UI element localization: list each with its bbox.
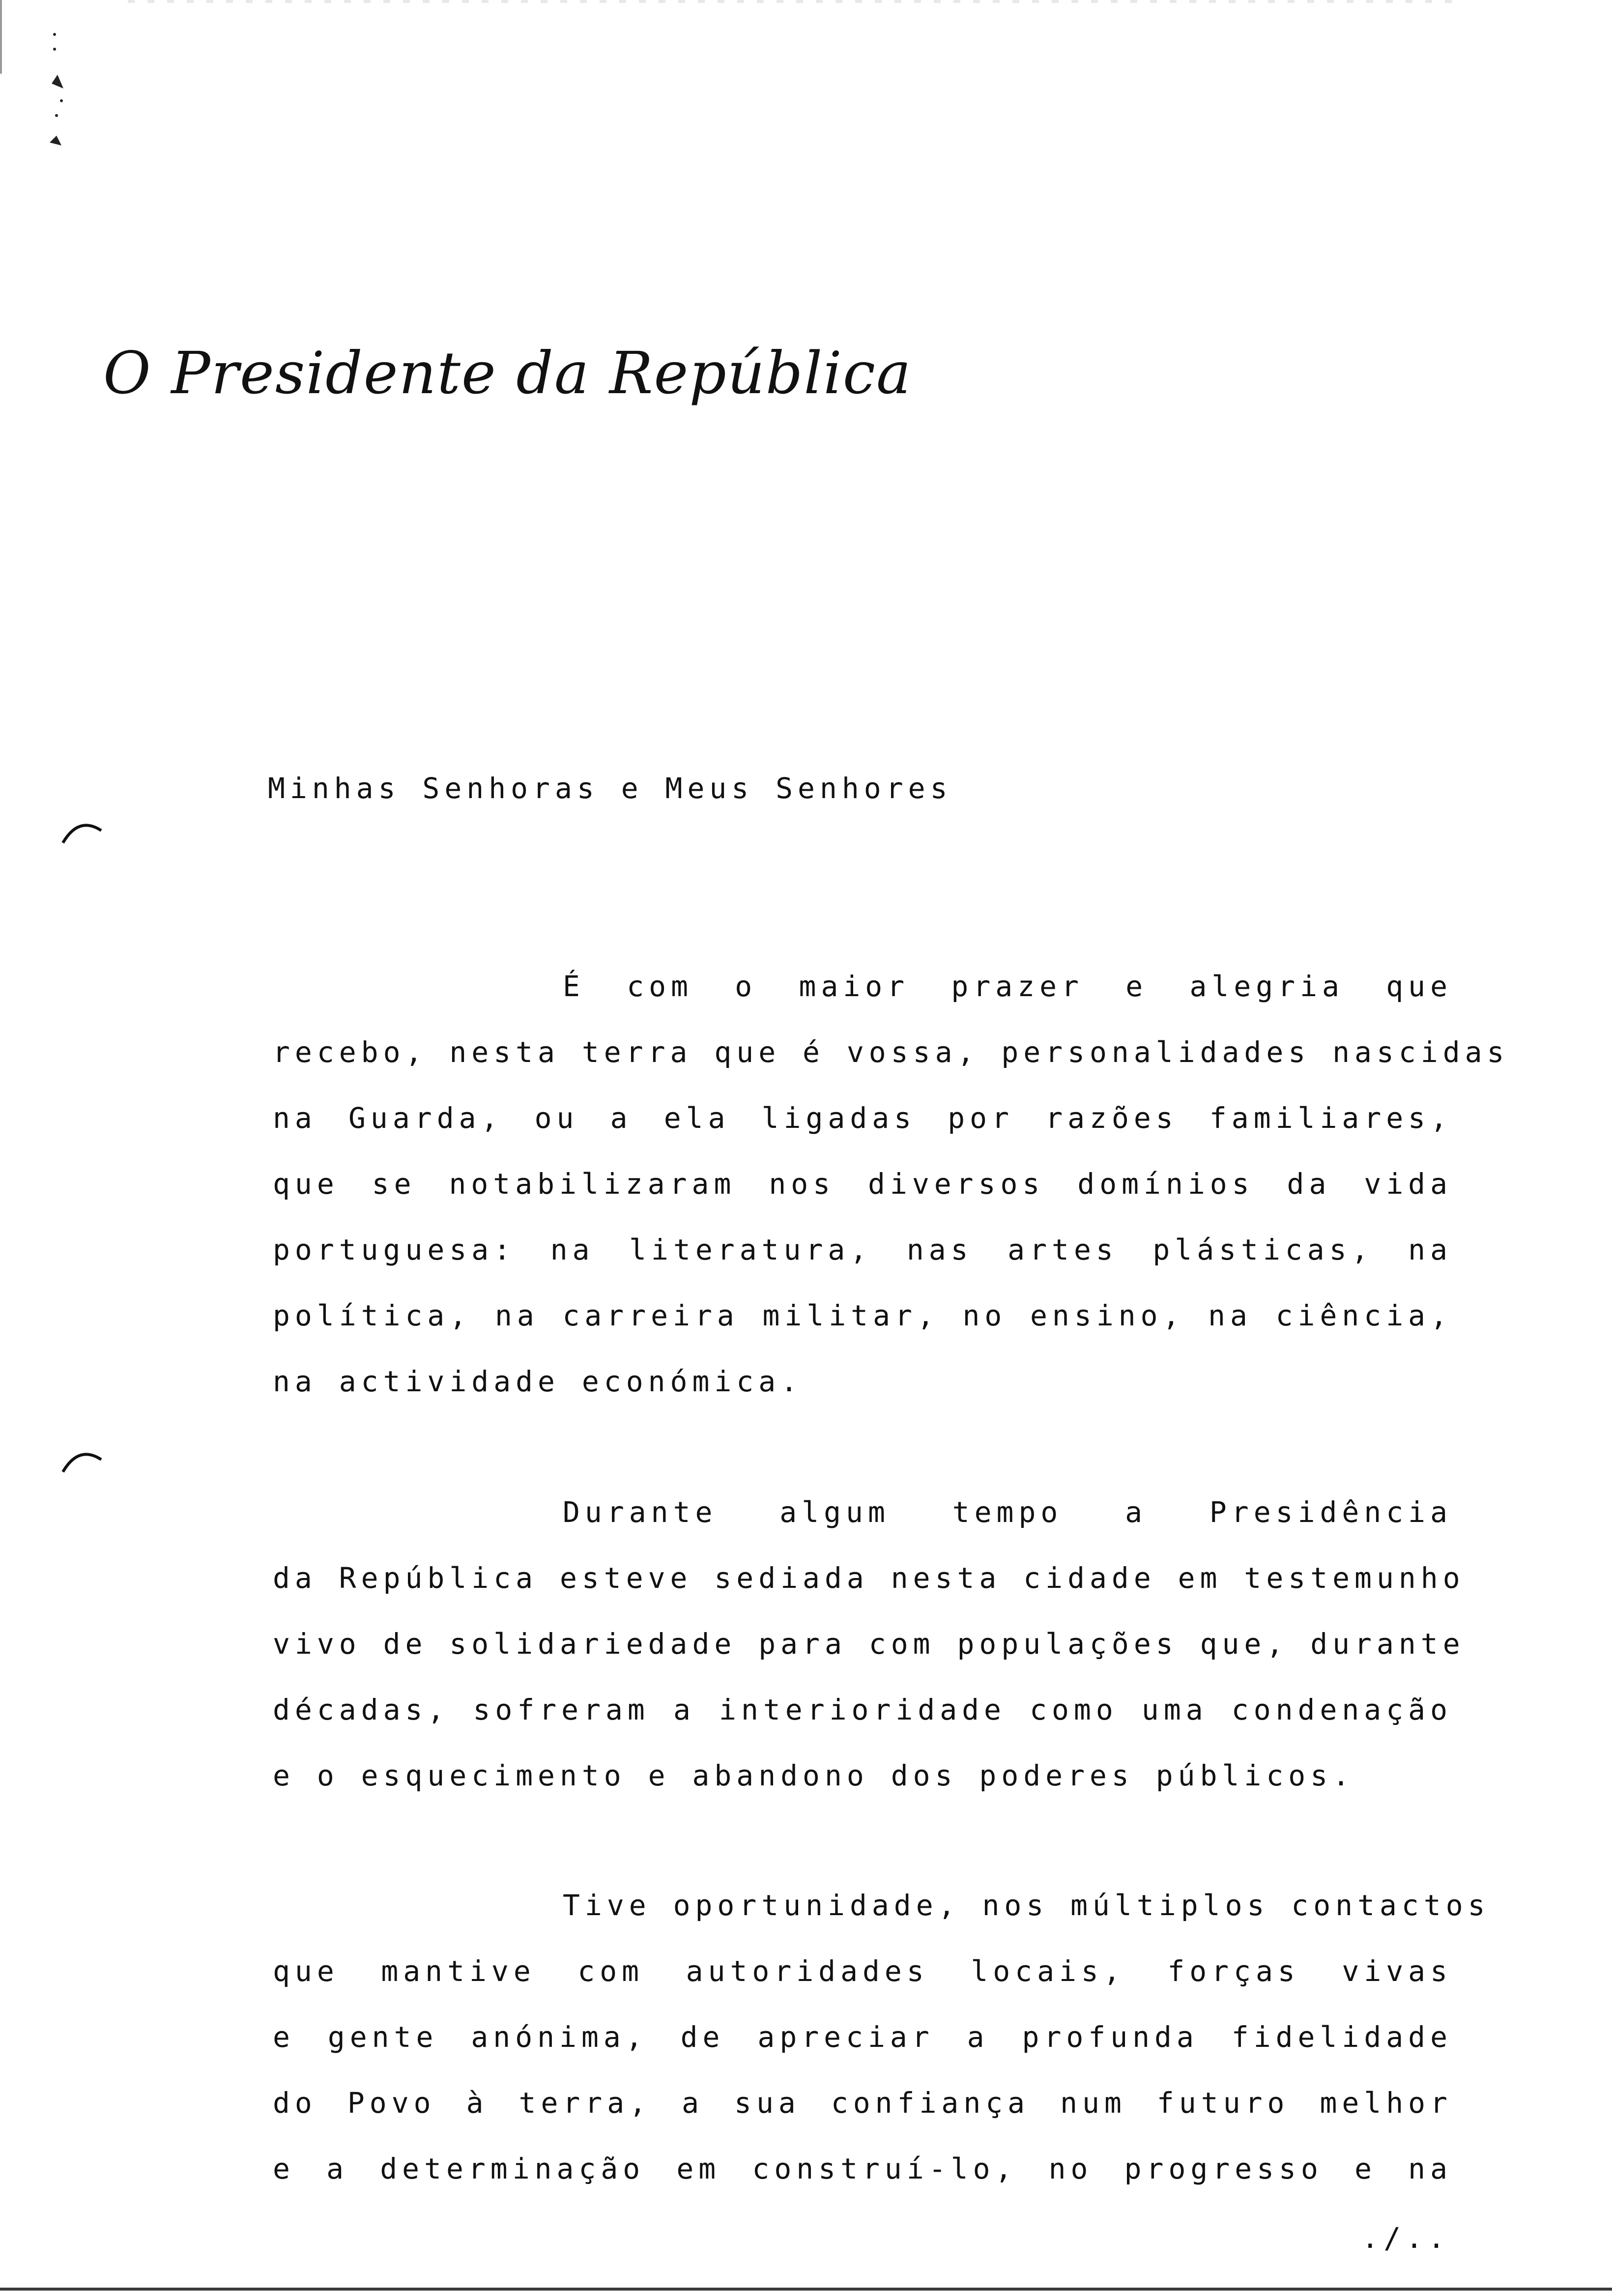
paragraph-line: vivo de solidariedade para com populações que, durante	[273, 1627, 1465, 1661]
paragraph-line: e o esquecimento e abandono dos poderes públicos.	[273, 1759, 1355, 1792]
punch-hole-mark-top	[59, 816, 103, 845]
paragraph-line: política, na carreira militar, no ensino, na ciência,	[273, 1299, 1452, 1332]
salutation: Minhas Senhoras e Meus Senhores	[268, 772, 952, 805]
scan-edge-line	[0, 0, 2, 74]
paragraph-line: do Povo à terra, a sua confiança num futuro melhor	[273, 2086, 1452, 2120]
paragraph-line: portuguesa: na literatura, nas artes plásticas, na	[273, 1233, 1452, 1266]
scan-bottom-edge	[0, 2288, 1612, 2291]
letterhead-title: O Presidente da República	[103, 339, 912, 407]
paragraph-line: da República esteve sediada nesta cidade em testemunho	[273, 1561, 1465, 1595]
paragraph-line: recebo, nesta terra que é vossa, personalidades nascidas	[273, 1035, 1509, 1069]
paragraph-line: que se notabilizaram nos diversos domínios da vida	[273, 1167, 1452, 1201]
paragraph-line: Tive oportunidade, nos múltiplos contactos	[563, 1889, 1490, 1922]
paragraph-line: e gente anónima, de apreciar a profunda fidelidade	[273, 2020, 1452, 2054]
scan-artifact-top	[128, 0, 1455, 3]
punch-hole-mark-bottom	[59, 1445, 103, 1474]
paragraph-line: e a determinação em construí-lo, no progresso e na	[273, 2152, 1452, 2185]
paragraph-line: Durante algum tempo a Presidência	[563, 1495, 1452, 1529]
paragraph-line: que mantive com autoridades locais, forças vivas	[273, 1954, 1452, 1988]
paragraph-line: na actividade económica.	[273, 1365, 803, 1398]
paragraph-1	[273, 953, 1509, 1414]
paragraph-line: É com o maior prazer e alegria que	[563, 970, 1452, 1003]
paragraph-line: na Guarda, ou a ela ligadas por razões familiares,	[273, 1101, 1452, 1135]
corner-marks	[47, 20, 76, 147]
paragraph-line: décadas, sofreram a interioridade como uma condenação	[273, 1693, 1452, 1726]
continuation-mark: ./..	[1361, 2221, 1450, 2255]
paragraph-2	[273, 1479, 1465, 1808]
paragraph-3	[273, 1872, 1490, 2202]
